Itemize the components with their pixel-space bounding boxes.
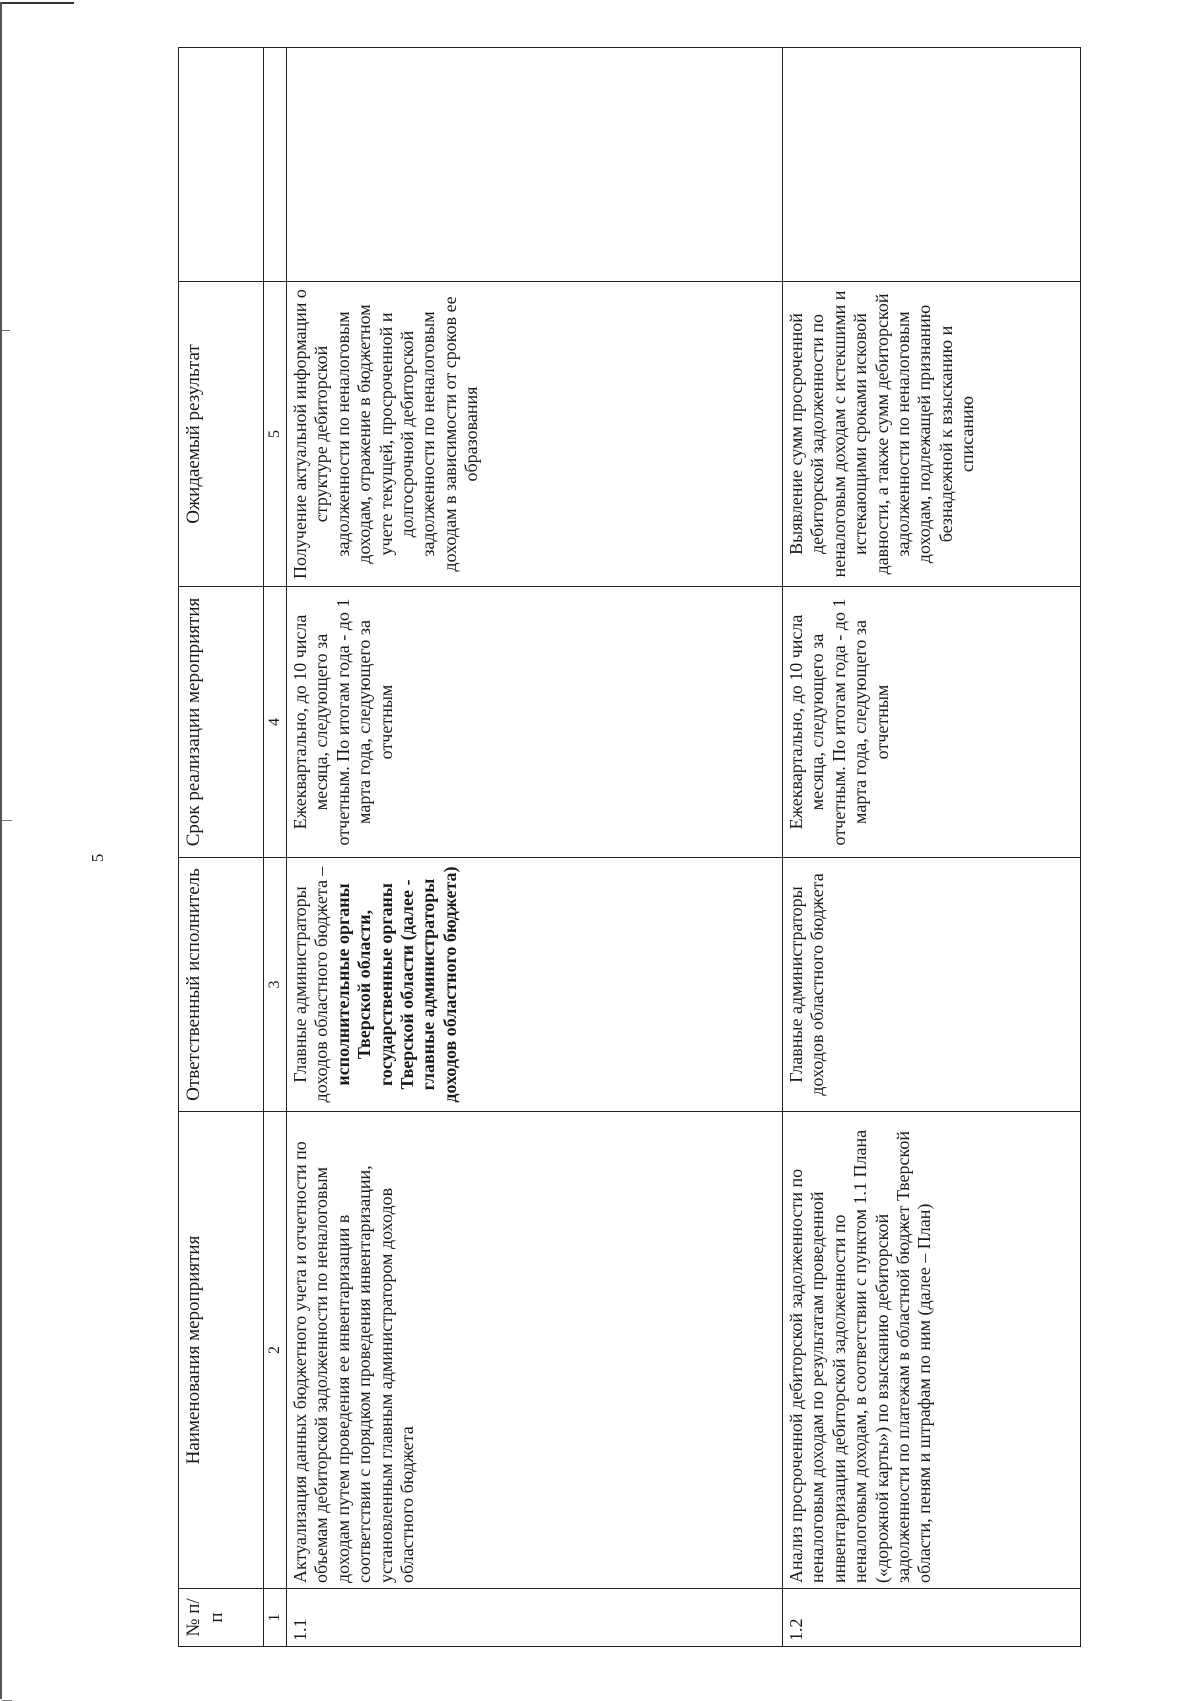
col-number-2: 2 xyxy=(264,1112,287,1589)
row-num: 1.2 xyxy=(783,1589,1081,1647)
rotated-table-container xyxy=(178,48,1081,1647)
col-number-5: 5 xyxy=(264,282,287,587)
measures-table xyxy=(178,47,1081,1647)
scan-mark xyxy=(2,330,10,331)
row-result: Выявление сумм просроченной дебиторской задолженности по неналоговым доходам с истекшими и истекающими сроками исковой давности, а также сумм дебиторской задолженности по неналоговым доходам, подлежащей признанию безнадежной к взысканию и списанию xyxy=(783,282,1081,587)
header-executor: Ответственный исполнитель xyxy=(179,858,264,1112)
row-result: Получение актуальной информации о структуре дебиторской задолженности по неналоговым доходам, отражение в бюджетном учете текущей, просроченной и долгосрочной дебиторской задолженности по неналоговым доходам в зависимости от сроков ее образования xyxy=(287,282,783,587)
executor-bold: исполнительные органы Тверской области, государственные органы Тверской области (далее - главные администраторы доходов областного бюджета) xyxy=(332,866,460,1103)
header-empty-column xyxy=(179,48,264,282)
col-number-1: 1 xyxy=(264,1589,287,1647)
row-executor xyxy=(287,858,783,1112)
header-name: Наименования мероприятия xyxy=(179,1112,264,1589)
row-empty-cell xyxy=(783,48,1081,282)
row-executor xyxy=(783,858,1081,1112)
row-name: Анализ просроченной дебиторской задолженности по неналоговым доходам по результатам проведенной инвентаризации дебиторской задолженности по неналоговым доходам, в соответствии с пунктом 1.1 Плана («дорожной карты») по взысканию дебиторской задолженности по платежам в областной бюджет Тверской области, пеням и штрафам по ним (далее – План) xyxy=(783,1112,1081,1589)
header-deadline: Срок реализации мероприятия xyxy=(179,587,264,858)
table-header-row xyxy=(179,48,264,1647)
row-name: Актуализация данных бюджетного учета и отчетности по объемам дебиторской задолженности по неналоговым доходам путем проведения ее инвентаризации в соответствии с порядком проведения инвентаризации, установленным главным администратором доходов областного бюджета xyxy=(287,1112,783,1589)
executor-plain: Главные администраторы доходов областного бюджета xyxy=(786,873,828,1096)
col-number-empty xyxy=(264,48,287,282)
table-row xyxy=(287,48,783,1647)
column-number-row xyxy=(264,48,287,1647)
header-num: № п/п xyxy=(179,1589,264,1647)
scan-edge-top xyxy=(0,2,74,4)
col-number-4: 4 xyxy=(264,587,287,858)
row-deadline: Ежеквартально, до 10 числа месяца, следующего за отчетным. По итогам года - до 1 марта года, следующего за отчетным xyxy=(783,587,1081,858)
row-empty-cell xyxy=(287,48,783,282)
page-number: 5 xyxy=(88,853,107,863)
executor-plain: Главные администраторы доходов областного бюджета – xyxy=(290,866,332,1103)
scan-mark xyxy=(2,820,12,821)
table-row xyxy=(783,48,1081,1647)
scan-edge-left xyxy=(0,2,2,1699)
row-deadline: Ежеквартально, до 10 числа месяца, следующего за отчетным. По итогам года - до 1 марта года, следующего за отчетным xyxy=(287,587,783,858)
header-result: Ожидаемый результат xyxy=(179,282,264,587)
row-num: 1.1 xyxy=(287,1589,783,1647)
col-number-3: 3 xyxy=(264,858,287,1112)
